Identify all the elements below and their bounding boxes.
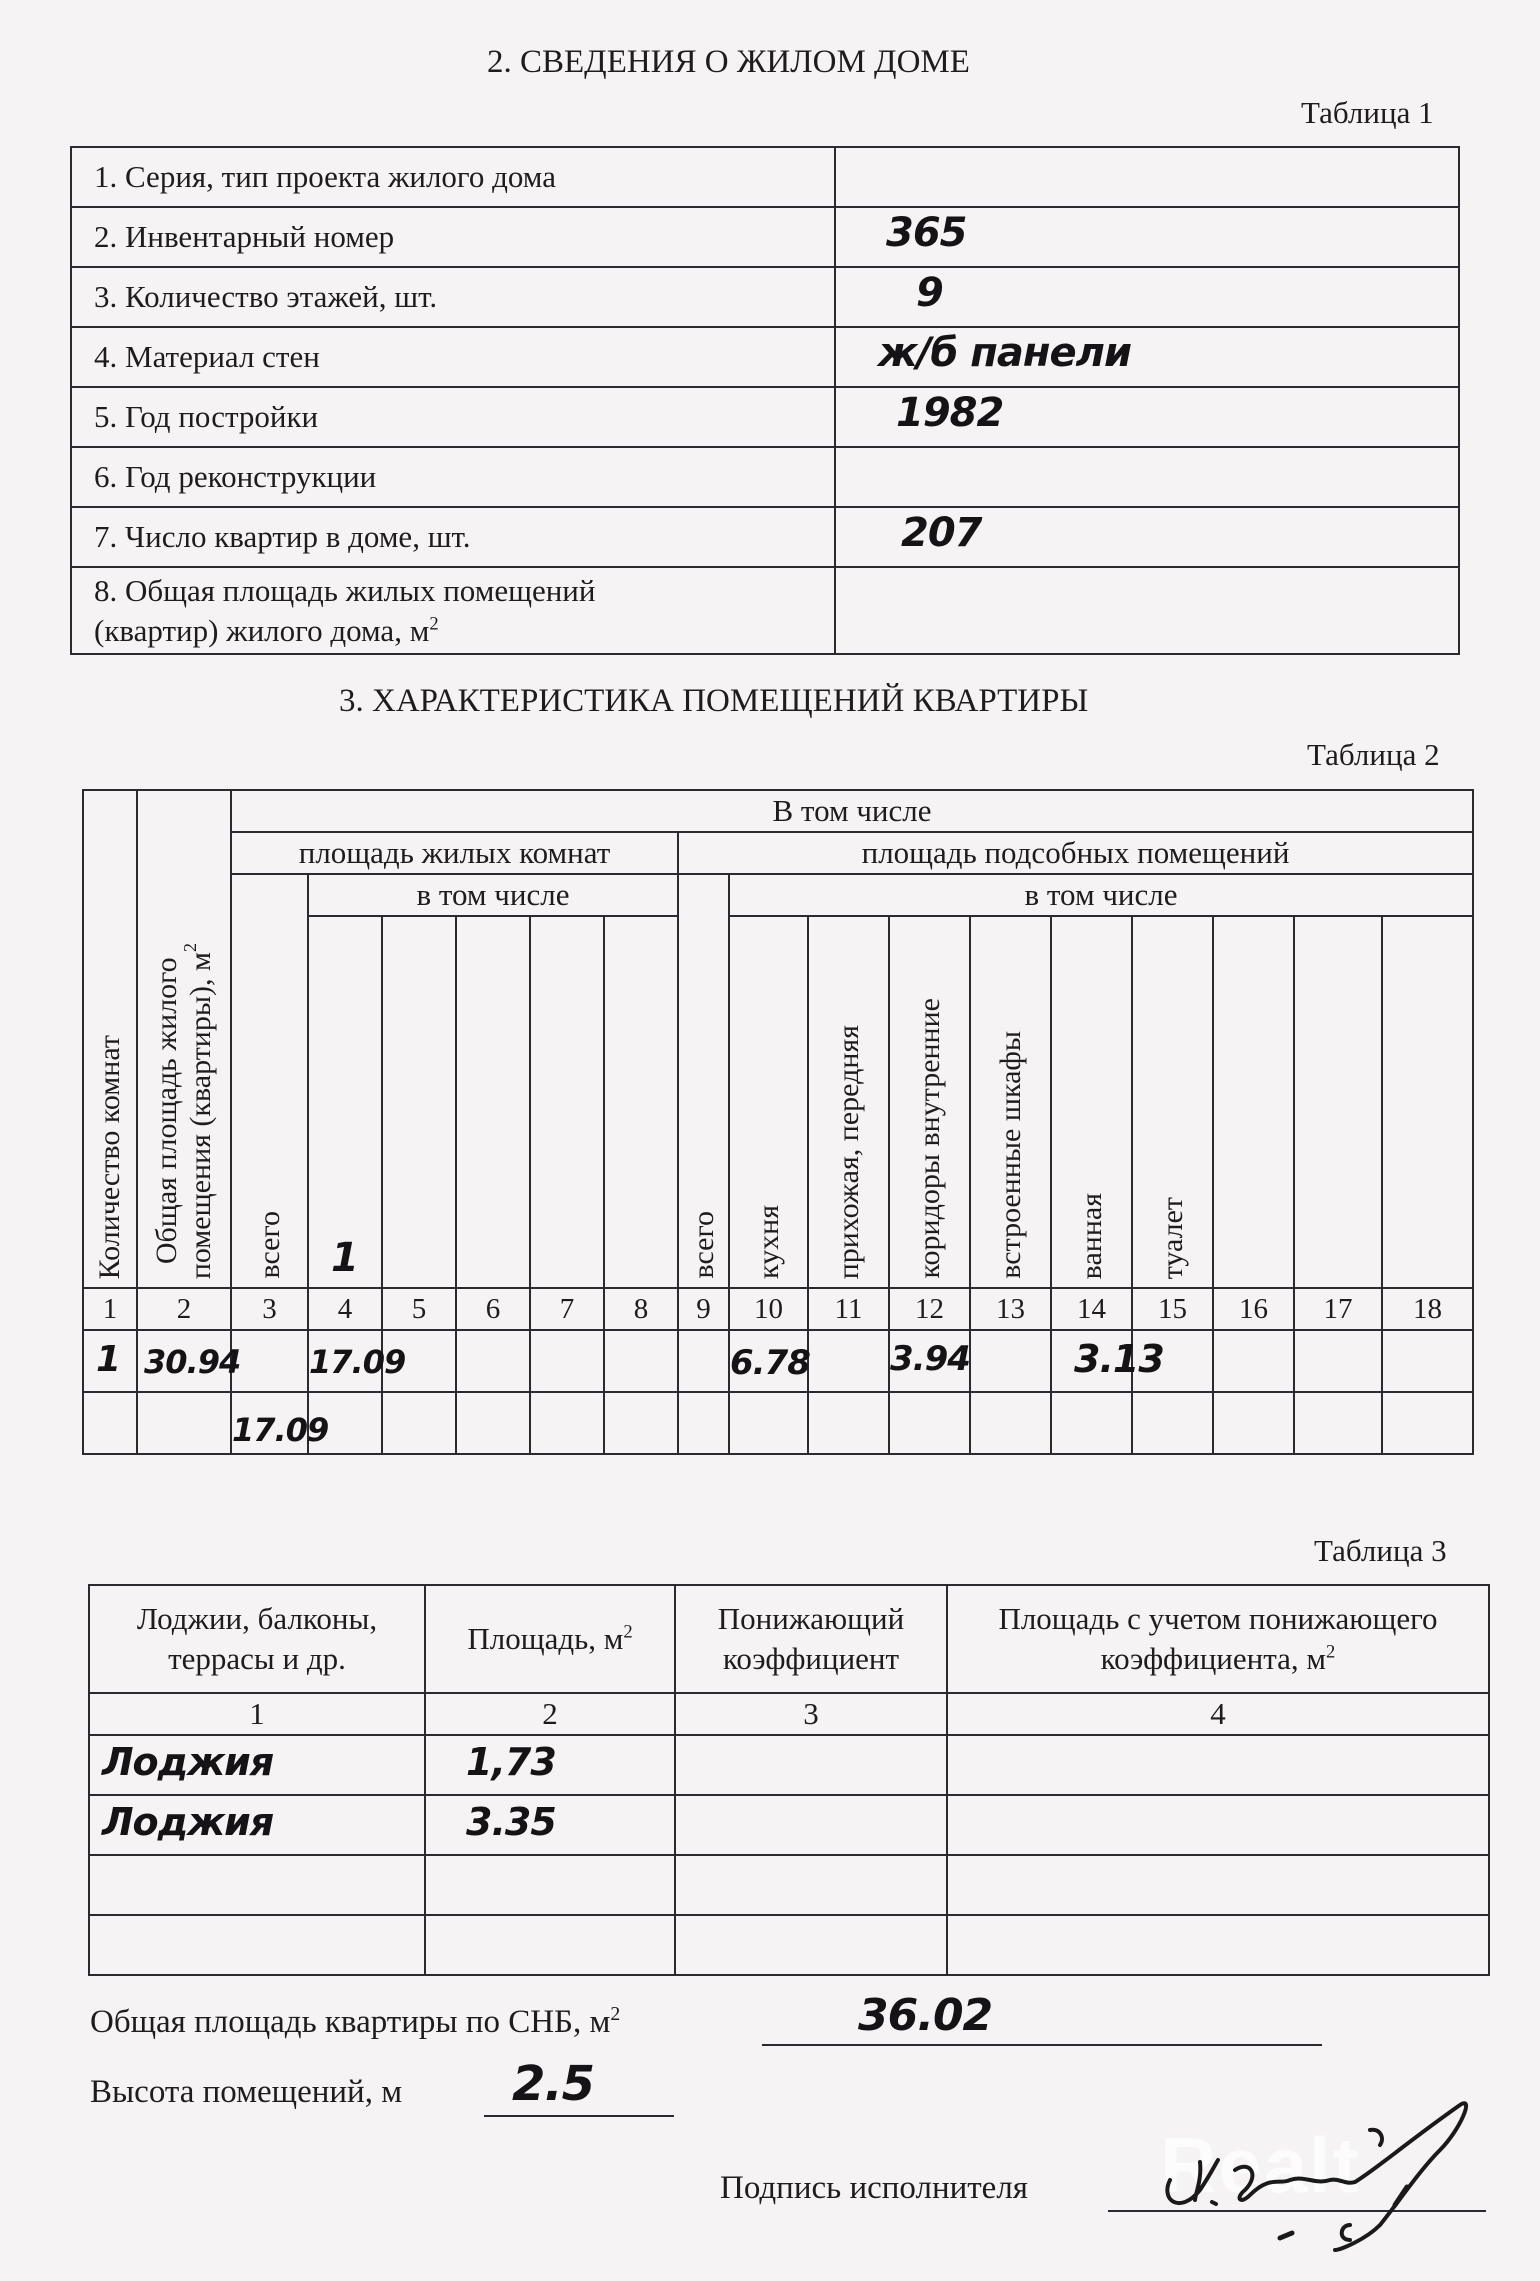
section-2-title: 2. СВЕДЕНИЯ О ЖИЛОМ ДОМЕ [487, 44, 970, 80]
header-hall: прихожая, передняя [808, 916, 889, 1288]
header-bathroom: ванная [1051, 916, 1132, 1288]
table-row [89, 1855, 1489, 1915]
cell-type: Лоджия [89, 1795, 425, 1855]
total-area-value: 36.02 [858, 1990, 993, 2041]
column-number: 12 [889, 1288, 970, 1330]
floors-value: 9 [835, 267, 1459, 327]
cell [947, 1795, 1489, 1855]
header-empty-16 [1213, 916, 1294, 1288]
header-living-including: в том числе [308, 874, 678, 916]
header-rooms-count: Количество комнат [83, 790, 137, 1288]
cell [675, 1735, 947, 1795]
cell [1294, 1392, 1382, 1454]
header-corridors: коридоры внутренние [889, 916, 970, 1288]
inventory-number-value: 365 [835, 207, 1459, 267]
cell [604, 1392, 678, 1454]
cell [678, 1330, 729, 1392]
table-row [83, 1392, 1473, 1454]
header-toilet: туалет [1132, 916, 1213, 1288]
header-aux-area: площадь подсобных помещений [678, 832, 1473, 874]
cell [970, 1392, 1051, 1454]
table-row [89, 1795, 1489, 1855]
table-row [71, 507, 1459, 567]
table-1-label: Таблица 1 [1301, 95, 1434, 130]
total-area-field [762, 2014, 1322, 2046]
row-value [835, 447, 1459, 507]
column-number: 3 [675, 1693, 947, 1735]
cell [1213, 1330, 1294, 1392]
cell [808, 1392, 889, 1454]
header-area: Площадь, $м^2$ [425, 1585, 675, 1693]
row-label: 1. Серия, тип проекта жилого дома [71, 147, 835, 207]
column-number: 14 [1051, 1288, 1132, 1330]
column-number: 10 [729, 1288, 808, 1330]
table-row [83, 1330, 1473, 1392]
header-closets: встроенные шкафы [970, 916, 1051, 1288]
column-number: 11 [808, 1288, 889, 1330]
row-label: 4. Материал стен [71, 327, 835, 387]
cell [808, 1330, 889, 1392]
table-2-apartment-rooms [82, 789, 1474, 1455]
cell [530, 1392, 604, 1454]
cell-living-total [231, 1330, 308, 1392]
cell [1213, 1392, 1294, 1454]
header-including: В том числе [231, 790, 1473, 832]
cell-type: Лоджия [89, 1735, 425, 1795]
row-label: 8. Общая площадь жилых помещений (квартир) жилого дома, $м^2$ [71, 567, 835, 654]
cell [530, 1330, 604, 1392]
header-living-total: всего [231, 874, 308, 1288]
column-number: 7 [530, 1288, 604, 1330]
column-numbers-row [83, 1288, 1473, 1330]
header-coefficient: Понижающий коэффициент [675, 1585, 947, 1693]
cell [970, 1330, 1051, 1392]
header-living-area: площадь жилых комнат [231, 832, 678, 874]
cell-kitchen: 6.78 [729, 1330, 808, 1392]
column-number: 16 [1213, 1288, 1294, 1330]
table-row [89, 1915, 1489, 1975]
table-3-loggias [88, 1584, 1490, 1976]
column-number: 9 [678, 1288, 729, 1330]
column-number: 2 [137, 1288, 231, 1330]
cell [947, 1855, 1489, 1915]
height-label: Высота помещений, м [90, 2074, 403, 2110]
column-number: 4 [947, 1693, 1489, 1735]
header-aux-total: всего [678, 874, 729, 1288]
cell-bathroom: 3.13 [1051, 1330, 1132, 1392]
column-number: 18 [1382, 1288, 1473, 1330]
header-total-area: Общая площадь жилого помещения (квартиры), $м^2$ [137, 790, 231, 1288]
cell-living-total: 17.09 [231, 1392, 308, 1454]
column-number: 17 [1294, 1288, 1382, 1330]
header-empty-17 [1294, 916, 1382, 1288]
table-row [71, 147, 1459, 207]
cell [137, 1392, 231, 1454]
header-adjusted-area: Площадь с учетом понижающего коэффициента, $м^2$ [947, 1585, 1489, 1693]
wall-material-value: ж/б панели [835, 327, 1459, 387]
row-label: 7. Число квартир в доме, шт. [71, 507, 835, 567]
height-value: 2.5 [512, 2056, 595, 2112]
column-number: 15 [1132, 1288, 1213, 1330]
header-living-sub-1: 1 [308, 916, 382, 1288]
cell-living-1: 17.09 [308, 1330, 382, 1392]
table-row [71, 387, 1459, 447]
table-row [89, 1735, 1489, 1795]
column-number: 5 [382, 1288, 456, 1330]
cell-corridors: 3.94 [889, 1330, 970, 1392]
column-number: 1 [83, 1288, 137, 1330]
cell-rooms-count: 1 [83, 1330, 137, 1392]
column-numbers-row [89, 1693, 1489, 1735]
cell [1132, 1392, 1213, 1454]
column-number: 4 [308, 1288, 382, 1330]
row-label: 6. Год реконструкции [71, 447, 835, 507]
column-number: 2 [425, 1693, 675, 1735]
cell [678, 1392, 729, 1454]
table-2-label: Таблица 2 [1307, 737, 1440, 772]
table-1-house-info [70, 146, 1460, 655]
cell [382, 1330, 456, 1392]
section-3-title: 3. ХАРАКТЕРИСТИКА ПОМЕЩЕНИЙ КВАРТИРЫ [339, 683, 1089, 719]
column-number: 1 [89, 1693, 425, 1735]
header-aux-including: в том числе [729, 874, 1473, 916]
header-living-sub-5 [604, 916, 678, 1288]
row-value [835, 147, 1459, 207]
cell [1132, 1330, 1213, 1392]
header-kitchen: кухня [729, 916, 808, 1288]
table-row [71, 207, 1459, 267]
cell-total-area: 30.94 [137, 1330, 231, 1392]
total-area-label: Общая площадь квартиры по СНБ, $м^2$ [90, 2003, 621, 2040]
cell [675, 1855, 947, 1915]
cell [675, 1915, 947, 1975]
watermark-logo: Realt [1160, 2121, 1361, 2209]
cell [947, 1915, 1489, 1975]
cell [89, 1855, 425, 1915]
header-empty-18 [1382, 916, 1473, 1288]
table-row [71, 267, 1459, 327]
row-label: 5. Год постройки [71, 387, 835, 447]
cell [308, 1392, 382, 1454]
cell [456, 1330, 530, 1392]
cell [1382, 1330, 1473, 1392]
header-living-sub-4 [530, 916, 604, 1288]
header-living-sub-3 [456, 916, 530, 1288]
cell [425, 1915, 675, 1975]
table-row [71, 327, 1459, 387]
cell [675, 1795, 947, 1855]
cell [83, 1392, 137, 1454]
table-row [71, 447, 1459, 507]
signature-image [1140, 2090, 1500, 2270]
cell [89, 1915, 425, 1975]
cell [382, 1392, 456, 1454]
row-label: 2. Инвентарный номер [71, 207, 835, 267]
header-loggias: Лоджии, балконы, террасы и др. [89, 1585, 425, 1693]
column-number: 3 [231, 1288, 308, 1330]
cell [1051, 1392, 1132, 1454]
cell [1382, 1392, 1473, 1454]
cell-area: 3.35 [425, 1795, 675, 1855]
table-3-label: Таблица 3 [1314, 1533, 1447, 1568]
signature-label: Подпись исполнителя [720, 2170, 1028, 2206]
table-row [71, 567, 1459, 654]
column-number: 13 [970, 1288, 1051, 1330]
cell [729, 1392, 808, 1454]
column-number: 8 [604, 1288, 678, 1330]
cell [1294, 1330, 1382, 1392]
cell-area: 1,73 [425, 1735, 675, 1795]
cell [425, 1855, 675, 1915]
header-living-sub-2 [382, 916, 456, 1288]
row-value [835, 567, 1459, 654]
row-label: 3. Количество этажей, шт. [71, 267, 835, 327]
cell [947, 1735, 1489, 1795]
column-number: 6 [456, 1288, 530, 1330]
cell [604, 1330, 678, 1392]
cell [456, 1392, 530, 1454]
build-year-value: 1982 [835, 387, 1459, 447]
apartments-count-value: 207 [835, 507, 1459, 567]
cell [889, 1392, 970, 1454]
